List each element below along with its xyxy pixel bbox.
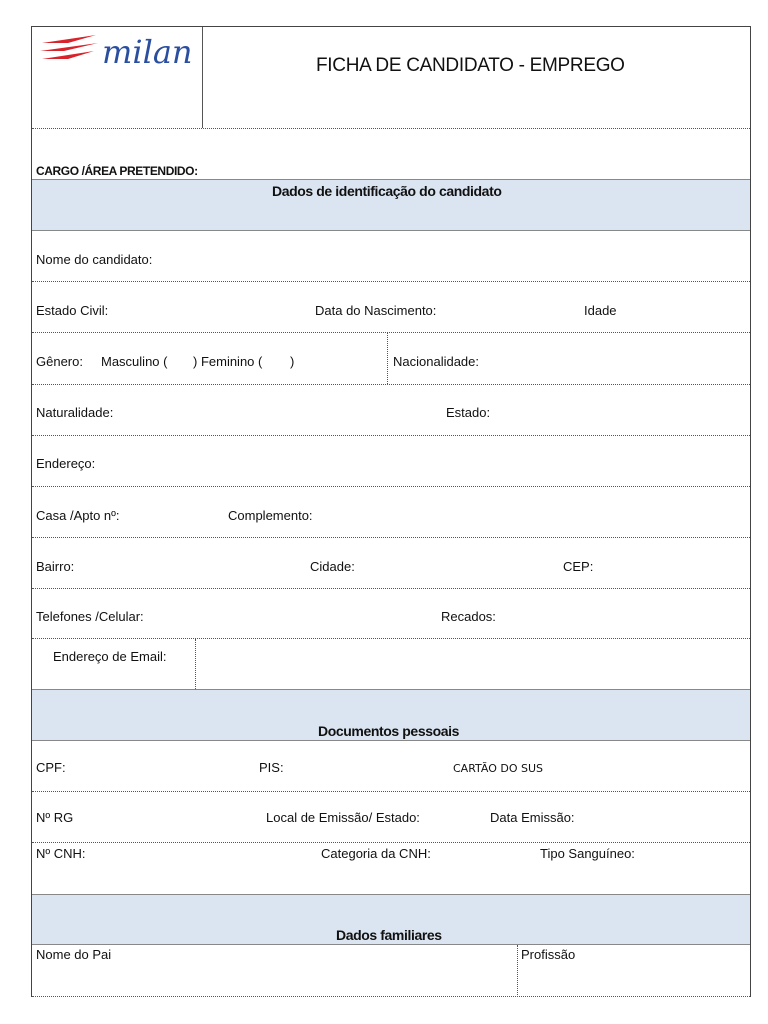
field-recados: Recados: xyxy=(441,609,496,624)
doc-local-emissao: Local de Emissão/ Estado: xyxy=(266,810,420,825)
logo-swoosh-icon xyxy=(38,29,198,73)
field-casa-apto: Casa /Apto nº: xyxy=(36,508,120,523)
field-estado-civil: Estado Civil: xyxy=(36,303,109,318)
field-endereco: Endereço: xyxy=(36,456,96,471)
logo-text: milan xyxy=(102,33,193,71)
page-title: FICHA DE CANDIDATO - EMPREGO xyxy=(316,55,625,76)
field-cidade: Cidade: xyxy=(310,559,355,574)
field-complemento: Complemento: xyxy=(228,508,313,523)
field-nacionalidade: Nacionalidade: xyxy=(393,354,480,369)
doc-data-emissao: Data Emissão: xyxy=(490,810,575,825)
field-email: Endereço de Email: xyxy=(53,649,167,664)
section-documentos-title: Documentos pessoais xyxy=(318,723,459,739)
section-familiares-title: Dados familiares xyxy=(336,927,442,943)
option-masculino: Masculino ( xyxy=(101,354,168,369)
field-genero: Gênero: xyxy=(36,354,83,369)
doc-cartao-sus: CARTÃO DO SUS xyxy=(453,762,544,775)
field-bairro: Bairro: xyxy=(36,559,75,574)
option-feminino: ) Feminino ( xyxy=(193,354,263,369)
field-telefones: Telefones /Celular: xyxy=(36,609,144,624)
doc-cpf: CPF: xyxy=(36,760,66,775)
company-logo xyxy=(38,29,198,73)
doc-tipo-sanguineo: Tipo Sanguíneo: xyxy=(540,846,635,861)
candidate-form xyxy=(31,26,751,997)
doc-categoria-cnh: Categoria da CNH: xyxy=(321,846,431,861)
field-nome: Nome do candidato: xyxy=(36,252,153,267)
header-divider xyxy=(202,27,203,128)
field-estado: Estado: xyxy=(446,405,491,420)
doc-pis: PIS: xyxy=(259,760,284,775)
section-identificacao-title: Dados de identificação do candidato xyxy=(272,183,502,199)
doc-cnh: Nº CNH: xyxy=(36,846,86,861)
field-cep: CEP: xyxy=(563,559,594,574)
field-naturalidade: Naturalidade: xyxy=(36,405,114,420)
option-feminino-close: ) xyxy=(290,354,295,369)
fam-nome-pai: Nome do Pai xyxy=(36,947,112,962)
field-idade: Idade xyxy=(584,303,617,318)
cargo-label: CARGO /ÁREA PRETENDIDO: xyxy=(36,164,198,178)
field-data-nascimento: Data do Nascimento: xyxy=(315,303,437,318)
doc-rg: Nº RG xyxy=(36,810,74,825)
fam-profissao: Profissão xyxy=(521,947,576,962)
